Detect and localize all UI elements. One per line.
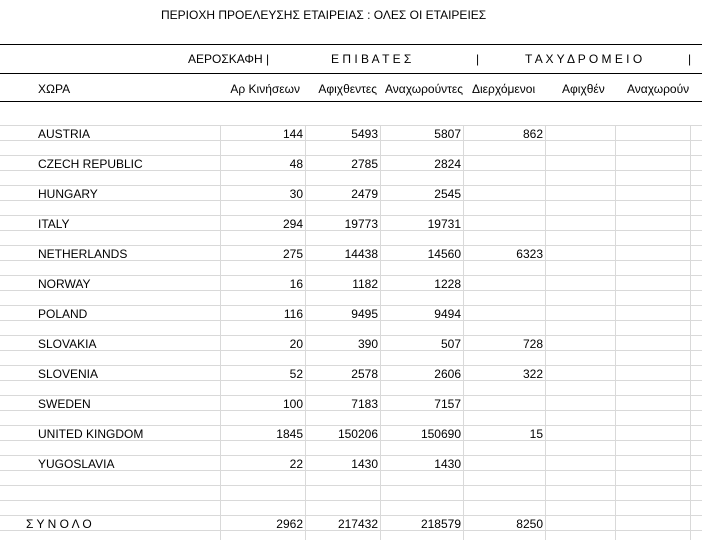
cell-movements: 144 bbox=[282, 127, 303, 141]
grid-line bbox=[0, 515, 702, 516]
cell-arrivals: 9495 bbox=[351, 307, 378, 321]
cell-transit: 6323 bbox=[516, 247, 543, 261]
cell-arrivals: 7183 bbox=[351, 397, 378, 411]
column-header-departures: Αναχωρούντες bbox=[385, 82, 464, 96]
row-country: SLOVENIA bbox=[38, 367, 99, 381]
grid-column-line bbox=[545, 125, 546, 540]
cell-arrivals: 150206 bbox=[337, 427, 378, 441]
column-header-arrivals: Αφιχθεντες bbox=[318, 82, 377, 96]
grid-column-line bbox=[463, 125, 464, 540]
grid-line bbox=[0, 185, 702, 186]
cell-movements: 30 bbox=[289, 187, 303, 201]
row-country: YUGOSLAVIA bbox=[38, 457, 115, 471]
cell-movements: 48 bbox=[289, 157, 303, 171]
column-header-mail-departing: Αναχωρούν bbox=[627, 82, 690, 96]
grid-line bbox=[0, 500, 702, 501]
grid-line bbox=[0, 155, 702, 156]
cell-departures: 9494 bbox=[434, 307, 461, 321]
group-header-aircraft: ΑΕΡΟΣΚΑΦΗ | bbox=[188, 52, 270, 66]
cell-movements: 52 bbox=[289, 367, 303, 381]
row-country: NORWAY bbox=[38, 277, 91, 291]
grid-line bbox=[0, 485, 702, 486]
cell-departures: 2824 bbox=[434, 157, 461, 171]
row-country: UNITED KINGDOM bbox=[38, 427, 144, 441]
cell-arrivals: 19773 bbox=[344, 217, 378, 231]
total-movements: 2962 bbox=[276, 517, 303, 531]
cell-departures: 7157 bbox=[434, 397, 461, 411]
group-header-passengers: Ε Π Ι Β Α Τ Ε Σ bbox=[331, 52, 412, 66]
grid-line bbox=[0, 425, 702, 426]
cell-departures: 14560 bbox=[427, 247, 461, 261]
cell-departures: 150690 bbox=[420, 427, 461, 441]
cell-transit: 15 bbox=[529, 427, 543, 441]
grid-line bbox=[0, 395, 702, 396]
total-label: Σ Υ Ν Ο Λ Ο bbox=[26, 517, 92, 531]
column-header-movements: Αρ Κινήσεων bbox=[230, 82, 300, 96]
column-header-mail-arrived: Αφιχθέν bbox=[562, 82, 605, 96]
row-country: HUNGARY bbox=[38, 187, 98, 201]
cell-arrivals: 2578 bbox=[351, 367, 378, 381]
cell-movements: 275 bbox=[282, 247, 303, 261]
row-country: POLAND bbox=[38, 307, 88, 321]
column-header-country: ΧΩΡΑ bbox=[38, 82, 71, 96]
cell-departures: 2606 bbox=[434, 367, 461, 381]
cell-departures: 1228 bbox=[434, 277, 461, 291]
row-country: NETHERLANDS bbox=[38, 247, 128, 261]
top-rule bbox=[0, 44, 702, 45]
cell-movements: 22 bbox=[289, 457, 303, 471]
row-country: CZECH REPUBLIC bbox=[38, 157, 143, 171]
grid-line bbox=[0, 305, 702, 306]
cell-departures: 2545 bbox=[434, 187, 461, 201]
cell-movements: 16 bbox=[289, 277, 303, 291]
row-country: ITALY bbox=[38, 217, 70, 231]
row-country: SLOVAKIA bbox=[38, 337, 97, 351]
total-transit: 8250 bbox=[516, 517, 543, 531]
grid-line bbox=[0, 245, 702, 246]
grid-column-line bbox=[690, 125, 691, 540]
cell-arrivals: 2785 bbox=[351, 157, 378, 171]
grid-line bbox=[0, 125, 702, 126]
header-rule bbox=[0, 73, 702, 74]
cell-departures: 19731 bbox=[427, 217, 461, 231]
total-departures: 218579 bbox=[420, 517, 461, 531]
cell-arrivals: 1430 bbox=[351, 457, 378, 471]
group-header-mail: Τ Α Χ Υ Δ Ρ Ο Μ Ε Ι Ο bbox=[525, 52, 643, 66]
row-country: AUSTRIA bbox=[38, 127, 91, 141]
cell-movements: 1845 bbox=[276, 427, 303, 441]
report-title: ΠΕΡΙΟΧΗ ΠΡΟΕΛΕΥΣΗΣ ΕΤΑΙΡΕΙΑΣ : ΟΛΕΣ ΟΙ ΕΤΑΙΡΕΙΕΣ bbox=[161, 8, 487, 22]
cell-movements: 294 bbox=[282, 217, 303, 231]
cell-departures: 1430 bbox=[434, 457, 461, 471]
total-arrivals: 217432 bbox=[337, 517, 378, 531]
cell-transit: 862 bbox=[522, 127, 543, 141]
cell-transit: 728 bbox=[522, 337, 543, 351]
cell-arrivals: 1182 bbox=[352, 277, 378, 291]
cell-transit: 322 bbox=[522, 367, 543, 381]
cell-movements: 116 bbox=[283, 307, 303, 321]
grid-line bbox=[0, 455, 702, 456]
grid-line bbox=[0, 275, 702, 276]
grid-line bbox=[0, 335, 702, 336]
cell-departures: 5807 bbox=[434, 127, 461, 141]
cell-arrivals: 5493 bbox=[351, 127, 378, 141]
cell-movements: 100 bbox=[282, 397, 303, 411]
group-header-separator: | bbox=[476, 52, 480, 66]
cell-movements: 20 bbox=[289, 337, 303, 351]
cell-arrivals: 14438 bbox=[344, 247, 378, 261]
cell-arrivals: 390 bbox=[357, 337, 378, 351]
grid-line bbox=[0, 365, 702, 366]
cell-arrivals: 2479 bbox=[351, 187, 378, 201]
column-header-transit: Διερχόμενοι bbox=[472, 82, 536, 96]
group-header-separator: | bbox=[688, 52, 692, 66]
cell-departures: 507 bbox=[440, 337, 461, 351]
grid-line bbox=[0, 215, 702, 216]
row-country: SWEDEN bbox=[38, 397, 91, 411]
grid-column-line bbox=[615, 125, 616, 540]
column-header-rule bbox=[0, 101, 702, 102]
